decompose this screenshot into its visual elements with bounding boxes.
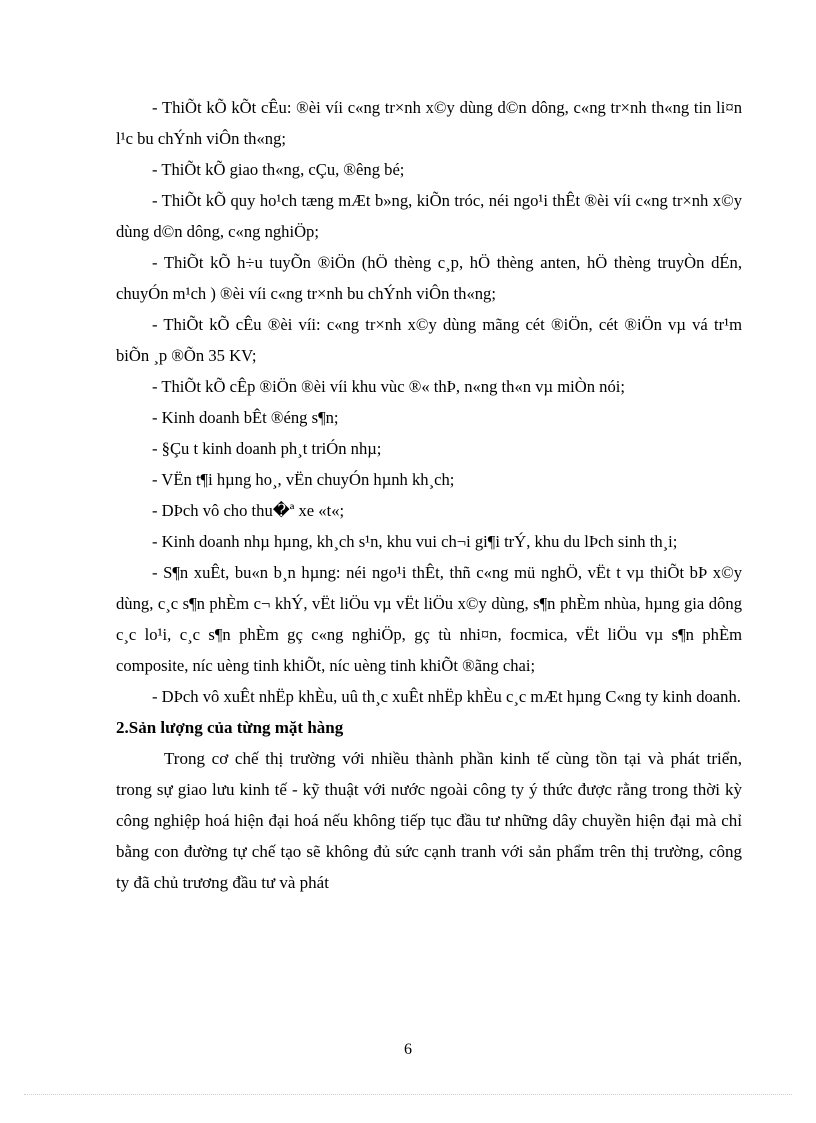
list-item: - ThiÕt kÕ cÊp ®iÖn ®èi víi khu vùc ®« thÞ, n«ng th«n vµ miÒn nói;: [152, 377, 625, 396]
list-item: - Kinh doanh nhµ hµng, kh¸ch s¹n, khu vui ch¬i gi¶i trÝ, khu du lÞch sinh th¸i;: [152, 532, 678, 551]
list-item: - §Çu t kinh doanh ph¸t triÓn nhµ;: [152, 439, 382, 458]
list-item: - ThiÕt kÕ giao th«ng, cÇu, ®êng bé;: [152, 160, 405, 179]
list-item: - ThiÕt kÕ h÷u tuyÕn ®iÖn (hÖ thèng c¸p, hÖ thèng anten, hÖ thèng truyÒn dÉn, chuyÓn m¹ch ) ®èi víi c«ng tr×nh bu chÝnh viÔn th«ng;: [116, 253, 742, 303]
list-item: - VËn t¶i hµng ho¸, vËn chuyÓn hµnh kh¸ch;: [152, 470, 455, 489]
list-item: - ThiÕt kÕ kÕt cÊu: ®èi víi c«ng tr×nh x©y dùng d©n dông, c«ng tr×nh th«ng tin li¤n l¹c bu chÝnh viÔn th«ng;: [116, 98, 742, 148]
list-item: - ThiÕt kÕ cÊu ®èi víi: c«ng tr×nh x©y dùng mãng cét ®iÖn, cét ®iÖn vµ vá tr¹m biÕn ¸p ®Õn 35 KV;: [116, 315, 742, 365]
page-content: [116, 92, 742, 898]
list-item: - ThiÕt kÕ quy ho¹ch tæng mÆt b»ng, kiÕn tróc, néi ngo¹i thÊt ®èi víi c«ng tr×nh x©y dùng d©n dông, c«ng nghiÖp;: [116, 191, 742, 241]
page-bottom-divider: [24, 1094, 792, 1095]
list-item: - DÞch vô xuÊt nhËp khÈu, uû th¸c xuÊt nhËp khÈu c¸c mÆt hµng C«ng ty kinh doanh.: [152, 687, 741, 706]
list-item: - DÞch vô cho thu�ª xe «t«;: [152, 501, 345, 520]
body-paragraph: Trong cơ chế thị trường với nhiều thành phần kinh tế cùng tồn tại và phát triển, trong sự giao lưu kinh tế - kỹ thuật với nước ngoài công ty ý thức được rằng trong thời kỳ công nghiệp hoá hiện đại hoá nếu không tiếp tục đầu tư những dây chuyền hiện đại mà chỉ bằng con đường tự chế tạo sẽ không đủ sức cạnh tranh với sản phẩm trên thị trường, công ty đã chủ trương đầu tư và phát: [116, 749, 742, 892]
list-item: - Kinh doanh bÊt ®éng s¶n;: [152, 408, 339, 427]
page-number: 6: [404, 1041, 412, 1058]
section-heading: 2.Sản lượng của từng mặt hàng: [116, 718, 344, 737]
list-item: - S¶n xuÊt, bu«n b¸n hµng: néi ngo¹i thÊt, thñ c«ng mü nghÖ, vËt t vµ thiÕt bÞ x©y dùng, c¸c s¶n phÈm c¬ khÝ, vËt liÖu vµ vËt liÖu x©y dùng, s¶n phÈm nhùa, hµng gia dông c¸c lo¹i, c¸c s¶n phÈm gç c«ng nghiÖp, gç tù nhi¤n, focmica, vËt liÖu vµ s¶n phÈm composite, níc uèng tinh khiÕt, níc uèng tinh khiÕt ®ãng chai;: [116, 563, 742, 675]
